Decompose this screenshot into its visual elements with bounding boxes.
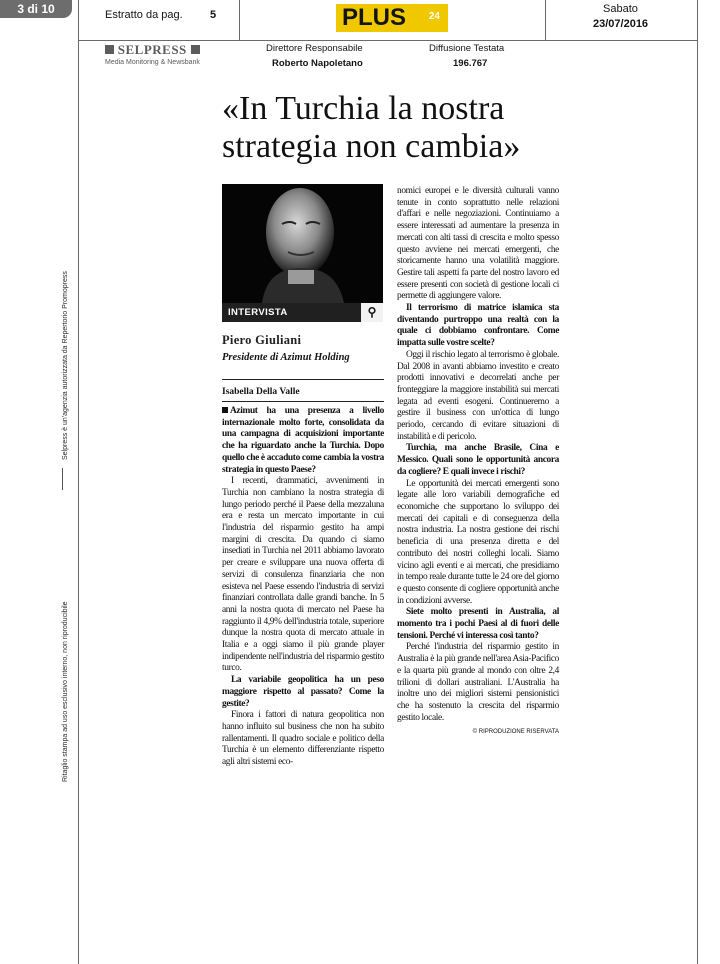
publication-cell [239,0,546,40]
answer-paragraph: Le opportunità dei mercati emergenti sono legate alle loro variabili demografiche ed economiche che supportano lo sviluppo dei mercati dei capitali e di conseguenza della nostra industria. La nostra gestione dei rischi beneficia di una presenza diretta e del contributo dei nostri colleghi locali. Siamo vicino agli eventi e ai mercati, che presidiamo in tempo reale durante tutte le 24 ore del giorno e questo consente di cogliere opportunità anche in condizioni avverse. [397,478,559,606]
side-note-divider [62,468,63,490]
meta-bar [79,41,697,73]
article-column-2 [397,186,559,739]
director-label: Direttore Responsabile [266,43,363,54]
portrait-photo [222,184,383,303]
publication-superscript: 24 [428,11,440,22]
byline-bottom-rule [222,401,384,402]
logo-square-icon [105,45,114,54]
article-column-1 [222,406,384,769]
issue-date: 23/07/2016 [593,18,649,30]
logo-square-icon [191,45,200,54]
circulation-value: 196.767 [453,58,488,69]
selpress-logo [105,42,200,66]
question-paragraph: Siete molto presenti in Australia, al momento tra i pochi Paesi al di fuori delle tensioni. Perché vi interessa così tanto? [397,607,559,641]
usage-restriction-note: Ritaglio stampa ad uso esclusivo interno, non riproducibile [62,601,69,782]
extract-label: Estratto da pag. [105,9,183,21]
question-paragraph: Azimut ha una presenza a livello internazionale molto forte, consolidata da una campagna di acquisizioni importante che ha riguardato anche la Turchia. Dopo quello che è accaduto come cambia la vostra strategia in questo Paese? [222,406,384,475]
agency-name: SELPRESS [117,42,187,57]
header-bar [79,0,697,41]
portrait-illustration [222,184,383,303]
agency-authorization-note: Selpress è un'agenzia autorizzata da Repertorio Promopress [62,271,69,460]
copyright-notice: © RIPRODUZIONE RISERVATA [472,729,559,736]
director-name: Roberto Napoletano [272,58,363,69]
extract-page-number: 5 [210,9,217,21]
section-label-bar [222,303,383,322]
weekday: Sabato [603,3,638,15]
article-author: Isabella Della Valle [222,387,300,397]
circulation-label: Diffusione Testata [429,43,505,54]
extract-cell [79,0,240,40]
headline-line-2: strategia non cambia» [222,128,521,165]
answer-paragraph: Finora i fattori di natura geopolitica non hanno influito sul business che non ha subito rallentamenti. Il quadro sociale e politico della Turchia è un elemento differenziante rispetto agli altri sistemi eco- [222,710,384,768]
date-cell [545,0,697,40]
microphone-icon: ⚲ [361,303,383,322]
article-headline [222,90,582,166]
section-label: INTERVISTA [228,307,288,318]
interviewee-name: Piero Giuliani [222,333,302,347]
question-paragraph: Turchia, ma anche Brasile, Cina e Messico. Quali sono le opportunità ancora da cogliere? E quali invece i rischi? [397,443,559,477]
page-counter[interactable]: 3 di 10 [0,0,72,18]
answer-paragraph: I recenti, drammatici, avvenimenti in Turchia non cambiano la nostra strategia di lungo periodo perché il Paese della mezzaluna era e resta un mercato importante in cui l'industria del risparmio gestito ha ampi margini di crescita. Da quando ci siamo insediati in Turchia nel 2011 abbiamo lavorato per creare e sviluppare una nuova offerta di servizi di consulenza finanziaria che non esisteva nel Paese essendo l'industria di servizi finanziari controllata dalle grandi banche. In 5 anni la nostra quota di mercato nel Paese ha raggiunto il 4,9% dell'industria totale, superiore dunque la nostra quota di mercato attuale in Italia e a oggi siamo il più grande player indipendente nell'industria del risparmio gestito turco. [222,476,384,674]
agency-tagline: Media Monitoring & Newsbank [105,59,200,66]
answer-paragraph: Perché l'industria del risparmio gestito in Australia è la più grande nell'area Asia-Pacifico e la quarta più grande al mondo con oltre 2,4 trilioni di dollari australiani. L'Australia ha inoltre uno dei migliori sistemi pensionistici che ha sostenuto la crescita del risparmio gestito locale. [397,642,559,723]
question-marker-icon [222,407,228,413]
headline-line-1: «In Turchia la nostra [222,90,505,127]
question-paragraph: Il terrorismo di matrice islamica sta diventando purtroppo una realtà con la quale ci dobbiamo confrontare. Come impatta sulle vostre scelte? [397,303,559,349]
question-paragraph: La variabile geopolitica ha un peso maggiore rispetto al passato? Come la gestite? [222,675,384,709]
interviewee-role: Presidente di Azimut Holding [222,352,350,363]
answer-paragraph: nomici europei e le diversità culturali vanno tenute in conto soprattutto nelle relazioni d'affari e nelle negoziazioni. Continuiamo a essere interessati ad aumentare la presenza in mercati con alti tassi di crescita e molto spesso questo avviene nei mercati emergenti, che storicamente hanno una volatilità maggiore. Gestire tali aspetti fa parte del nostro lavoro ed essere presenti con società di gestione locali ci permette di aggiungere valore. [397,186,559,302]
publication-name: PLUS [342,4,407,31]
publication-logo [336,4,448,32]
answer-paragraph: Oggi il rischio legato al terrorismo è globale. Dal 2008 in avanti abbiamo investito e creato prodotti innovativi e decorrelati anche per fronteggiare la maggiore instabilità sui mercati legata ad eventi esogeni. Continueremo a gestire il business con un'ottica di lungo periodo, cercando di evitare situazioni di instabilità e di pericolo. [397,349,559,442]
byline-top-rule [222,379,384,380]
